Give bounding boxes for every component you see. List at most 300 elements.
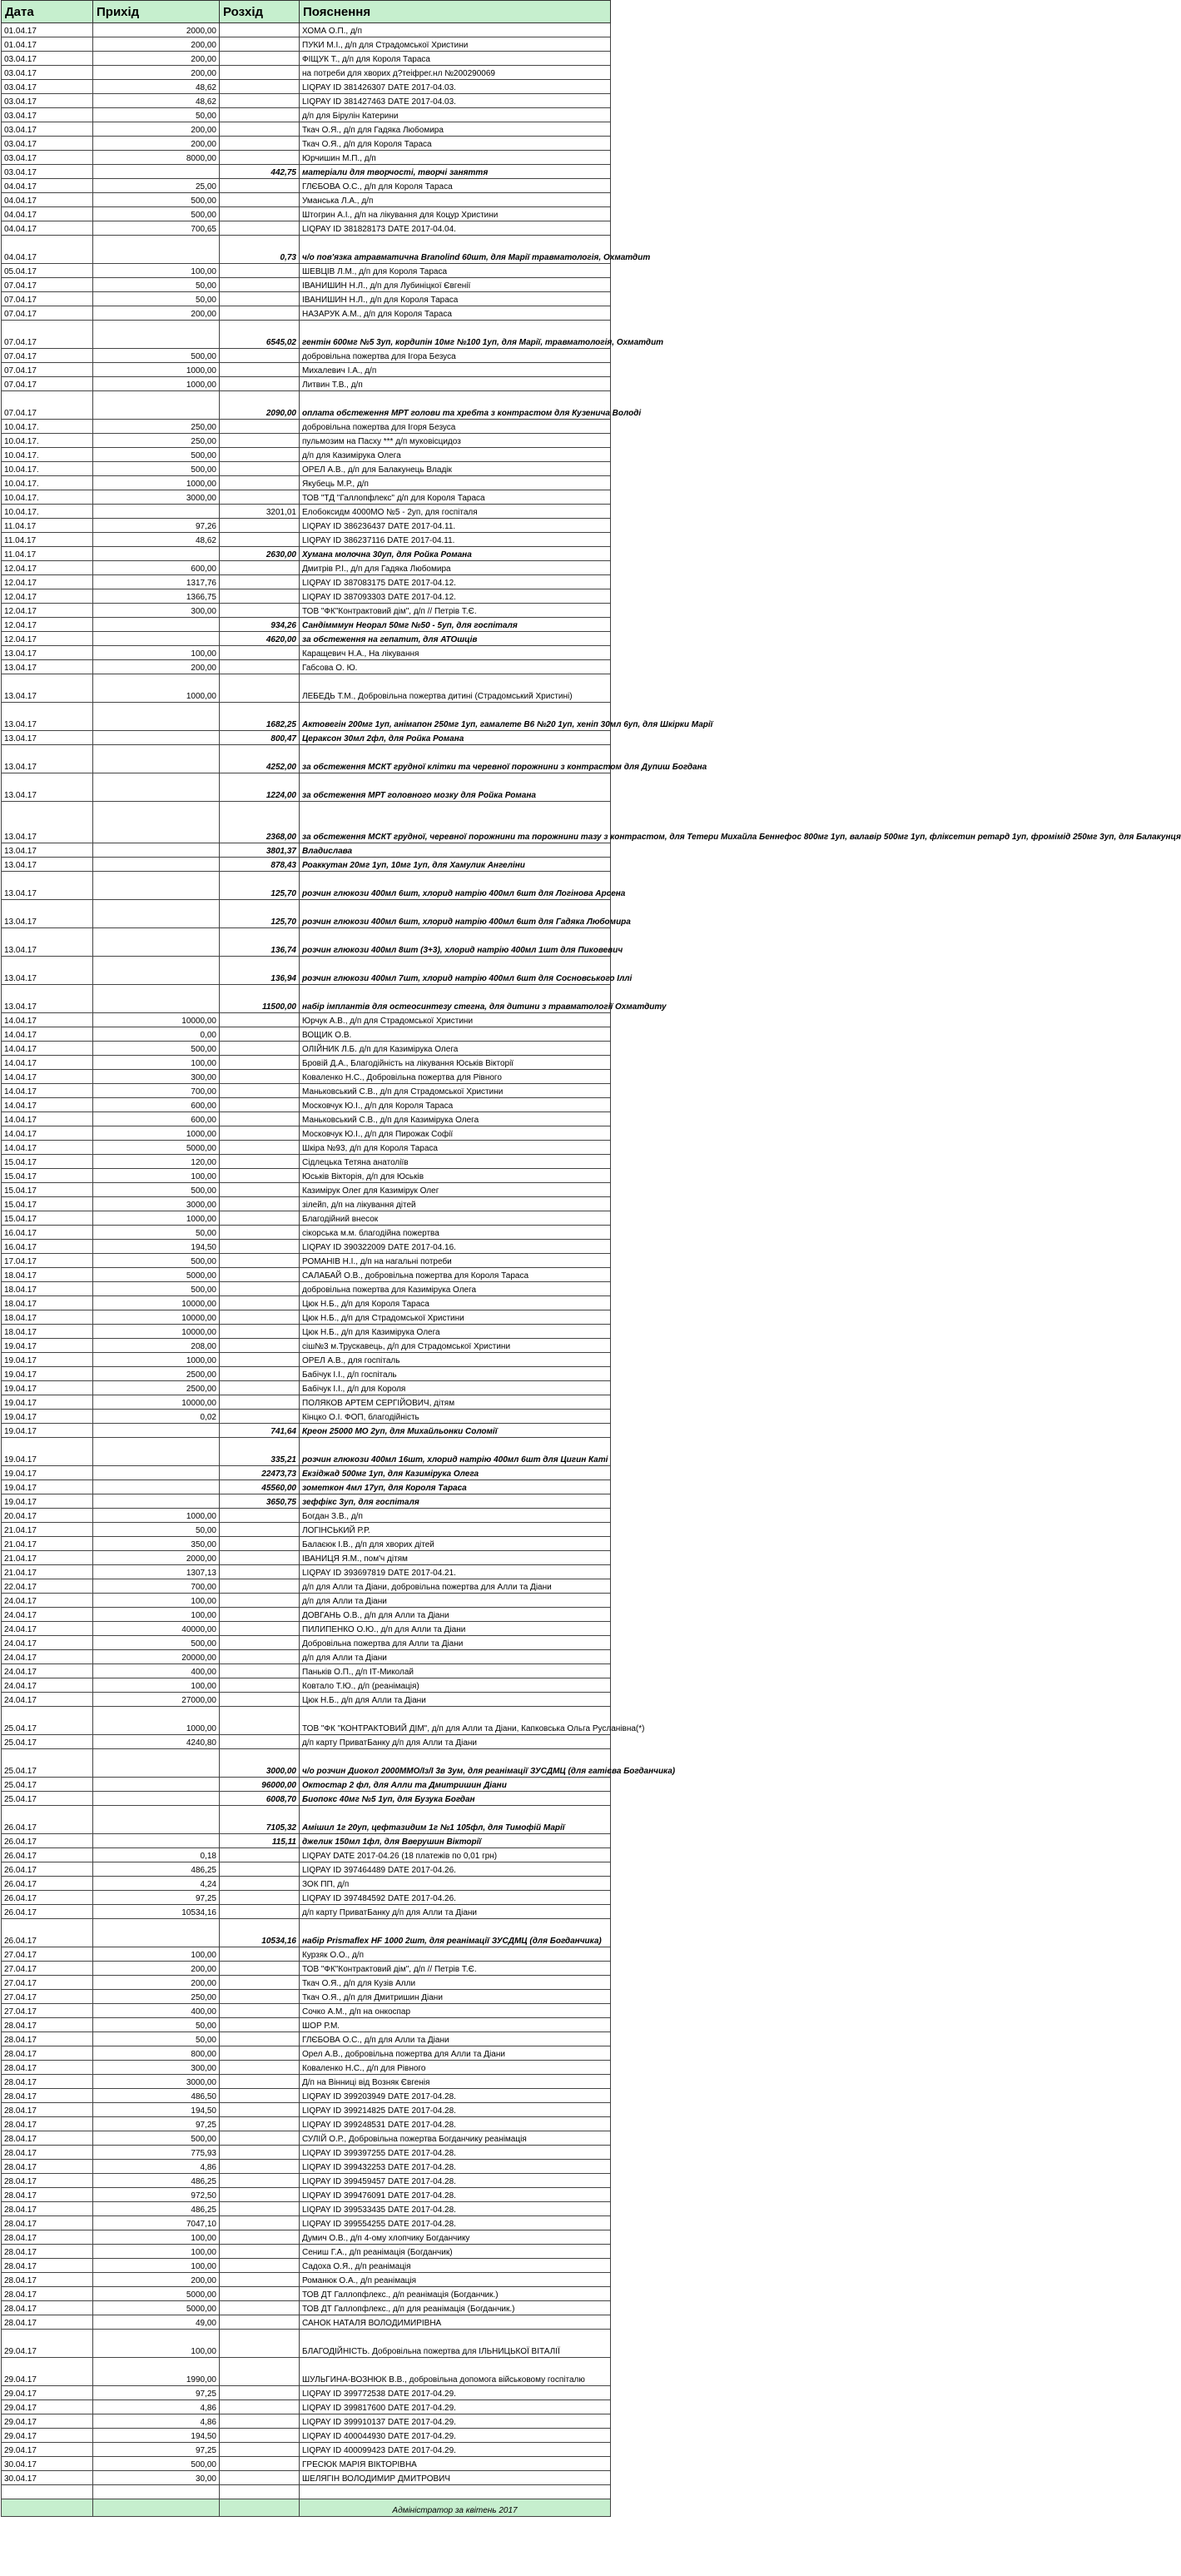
expense-cell [220, 292, 300, 306]
income-cell: 200,00 [93, 660, 220, 674]
description-cell: зілейп, д/п на лікування дітей [300, 1197, 611, 1211]
date-cell: 29.04.17 [2, 2414, 93, 2429]
date-cell: 14.04.17 [2, 1056, 93, 1070]
income-cell: 50,00 [93, 2032, 220, 2046]
income-cell [93, 872, 220, 900]
income-cell: 486,25 [93, 2174, 220, 2188]
description-cell: сікорська м.м. благодійна пожертва [300, 1226, 611, 1240]
table-row [2, 264, 611, 278]
income-cell: 10534,16 [93, 1905, 220, 1919]
income-cell: 1000,00 [93, 476, 220, 490]
description-cell: LIQPAY ID 399476091 DATE 2017-04.28. [300, 2188, 611, 2202]
expense-cell [220, 1664, 300, 1678]
table-row [2, 2485, 611, 2499]
income-cell: 1000,00 [93, 1211, 220, 1226]
expense-cell [220, 193, 300, 207]
description-cell: Юськів Вікторія, д/п для Юськів [300, 1169, 611, 1183]
expense-cell [220, 1268, 300, 1282]
income-cell [93, 547, 220, 561]
expense-cell [220, 2358, 300, 2386]
header-expense: Розхід [220, 1, 300, 23]
date-cell: 15.04.17 [2, 1169, 93, 1183]
income-cell: 50,00 [93, 1226, 220, 1240]
table-row [2, 151, 611, 165]
description-cell: добровільна пожертва для Ігоря Безуса [300, 420, 611, 434]
expense-cell [220, 1608, 300, 1622]
table-row [2, 1353, 611, 1367]
expense-cell [220, 1862, 300, 1877]
expense-cell [220, 674, 300, 703]
income-cell: 50,00 [93, 278, 220, 292]
description-cell: БЛАГОДІЙНІСТЬ. Добровільна пожертва для ІЛЬНИЦЬКОЇ ВІТАЛІЇ [300, 2330, 611, 2358]
table-row [2, 1339, 611, 1353]
date-cell: 03.04.17 [2, 122, 93, 137]
description-cell: ШЕЛЯГІН ВОЛОДИМИР ДМИТРОВИЧ [300, 2471, 611, 2485]
table-row [2, 2075, 611, 2089]
description-cell: Московчук Ю.І., д/п для Пирожак Софії [300, 1126, 611, 1141]
table-row [2, 434, 611, 448]
description-cell: ОРЕЛ А.В., д/п для Балакунець Владік [300, 462, 611, 476]
expense-cell [220, 1990, 300, 2004]
expense-cell [220, 2061, 300, 2075]
table-row [2, 137, 611, 151]
date-cell: 13.04.17 [2, 843, 93, 858]
table-row [2, 561, 611, 575]
expense-cell [220, 490, 300, 505]
date-cell: 28.04.17 [2, 2061, 93, 2075]
table-row [2, 1919, 611, 1947]
income-cell: 194,50 [93, 2103, 220, 2117]
expense-cell [220, 2146, 300, 2160]
description-cell: LIQPAY ID 400044930 DATE 2017-04.29. [300, 2429, 611, 2443]
table-row [2, 2386, 611, 2400]
date-cell: 29.04.17 [2, 2330, 93, 2358]
date-cell: 28.04.17 [2, 2259, 93, 2273]
expense-cell: 45560,00 [220, 1480, 300, 1494]
footer-note: Адміністратор за квітень 2017 [300, 2499, 611, 2517]
income-cell: 97,25 [93, 2386, 220, 2400]
description-cell: оплата обстеження МРТ голови та хребта з контрастом для Кузенича Володі [300, 391, 611, 420]
income-cell: 700,00 [93, 1084, 220, 1098]
expense-cell [220, 1905, 300, 1919]
expense-cell [220, 2230, 300, 2245]
description-cell: д/п для Алли та Діани, добровільна пожертва для Алли та Діани [300, 1579, 611, 1594]
date-cell: 22.04.17 [2, 1579, 93, 1594]
table-row [2, 843, 611, 858]
income-cell: 100,00 [93, 2230, 220, 2245]
description-cell: САЛАБАЙ О.В., добровільна пожертва для Короля Тараса [300, 1268, 611, 1282]
expense-cell [220, 1141, 300, 1155]
table-row [2, 2414, 611, 2429]
date-cell: 10.04.17. [2, 448, 93, 462]
table-row [2, 1027, 611, 1042]
expense-cell [220, 2443, 300, 2457]
date-cell: 25.04.17 [2, 1735, 93, 1749]
date-cell: 28.04.17 [2, 2273, 93, 2287]
income-cell [93, 1834, 220, 1848]
expense-cell [220, 1013, 300, 1027]
description-cell: за обстеження МСКТ грудної клітки та черевної порожнини з контрастом для Дупиш Богдана [300, 745, 611, 773]
expense-cell: 3650,75 [220, 1494, 300, 1509]
expense-cell [220, 1381, 300, 1395]
income-cell: 600,00 [93, 561, 220, 575]
date-cell: 13.04.17 [2, 900, 93, 928]
income-cell: 4,86 [93, 2160, 220, 2174]
description-cell: гентін 600мг №5 3уп, кордипін 10мг №100 1уп, для Марії, травматологія, Охматдит [300, 321, 611, 349]
expense-cell [220, 80, 300, 94]
description-cell: LIQPAY ID 381426307 DATE 2017-04.03. [300, 80, 611, 94]
description-cell: Сідлецька Тетяна анатоліїв [300, 1155, 611, 1169]
date-cell: 13.04.17 [2, 872, 93, 900]
income-cell: 48,62 [93, 533, 220, 547]
date-cell: 29.04.17 [2, 2386, 93, 2400]
table-row [2, 1098, 611, 1112]
date-cell: 04.04.17 [2, 221, 93, 236]
date-cell: 28.04.17 [2, 2032, 93, 2046]
table-row [2, 1962, 611, 1976]
date-cell: 03.04.17 [2, 66, 93, 80]
income-cell [93, 1792, 220, 1806]
income-cell [93, 236, 220, 264]
date-cell: 03.04.17 [2, 137, 93, 151]
table-row [2, 2400, 611, 2414]
date-cell: 27.04.17 [2, 2004, 93, 2018]
description-cell: д/п карту ПриватБанку д/п для Алли та Діани [300, 1905, 611, 1919]
date-cell: 20.04.17 [2, 1509, 93, 1523]
table-row [2, 1579, 611, 1594]
description-cell: ШУЛЬГИНА-ВОЗНЮК В.В., добровільна допомога військовому госпіталю [300, 2358, 611, 2386]
description-cell: за обстеження МСКТ грудної, черевної порожнини та порожнини тазу з контрастом, для Тетери Михайла Беннефос 800мг 1уп, валавір 500мг 1уп, фліксетин ретард 1уп, фромімід 250мг 3уп, для Балакунця [300, 802, 611, 843]
description-cell: Маньковський С.В., д/п для Страдомської Христини [300, 1084, 611, 1098]
expense-cell: 2090,00 [220, 391, 300, 420]
table-row [2, 1976, 611, 1990]
date-cell: 19.04.17 [2, 1438, 93, 1466]
description-cell: LIQPAY ID 399214825 DATE 2017-04.28. [300, 2103, 611, 2117]
expense-cell [220, 2046, 300, 2061]
income-cell: 20000,00 [93, 1650, 220, 1664]
table-row [2, 1990, 611, 2004]
date-cell: 26.04.17 [2, 1905, 93, 1919]
expense-cell: 4620,00 [220, 632, 300, 646]
income-cell: 7047,10 [93, 2216, 220, 2230]
description-cell: LIQPAY ID 399533435 DATE 2017-04.28. [300, 2202, 611, 2216]
income-cell: 97,26 [93, 519, 220, 533]
description-cell: ПОЛЯКОВ АРТЕМ СЕРГІЙОВИЧ, дітям [300, 1395, 611, 1410]
income-cell [93, 802, 220, 843]
expense-cell [220, 1636, 300, 1650]
table-row [2, 2117, 611, 2131]
date-cell: 28.04.17 [2, 2103, 93, 2117]
date-cell: 28.04.17 [2, 2301, 93, 2315]
description-cell: LIQPAY ID 399248531 DATE 2017-04.28. [300, 2117, 611, 2131]
expense-cell: 6545,02 [220, 321, 300, 349]
date-cell: 26.04.17 [2, 1862, 93, 1877]
table-row [2, 1169, 611, 1183]
table-row [2, 1947, 611, 1962]
expense-cell: 335,21 [220, 1438, 300, 1466]
description-cell: ІВАНИЦЯ Я.М., пом'ч дітям [300, 1551, 611, 1565]
description-cell: LIQPAY ID 397464489 DATE 2017-04.26. [300, 1862, 611, 1877]
table-row [2, 108, 611, 122]
income-cell [93, 1494, 220, 1509]
expense-cell [220, 561, 300, 575]
table-row [2, 2216, 611, 2230]
table-row [2, 165, 611, 179]
description-cell: Хумана молочна 30уп, для Ройка Романа [300, 547, 611, 561]
table-row [2, 476, 611, 490]
description-cell: ШЕВЦІВ Л.М., д/п для Короля Тараса [300, 264, 611, 278]
expense-cell [220, 434, 300, 448]
table-row [2, 2089, 611, 2103]
description-cell: Ткач О.Я., д/п для Кузів Алли [300, 1976, 611, 1990]
income-cell: 10000,00 [93, 1296, 220, 1310]
expense-cell [220, 363, 300, 377]
date-cell [2, 2485, 93, 2499]
description-cell: ГРЕСЮК МАРІЯ ВІКТОРІВНА [300, 2457, 611, 2471]
description-cell: LIQPAY DATE 2017-04.26 (18 платежів по 0,01 грн) [300, 1848, 611, 1862]
header-income: Прихід [93, 1, 220, 23]
description-cell: Юрчук А.В., д/п для Страдомської Христини [300, 1013, 611, 1027]
expense-cell: 1224,00 [220, 773, 300, 802]
date-cell: 28.04.17 [2, 2018, 93, 2032]
income-cell: 500,00 [93, 448, 220, 462]
description-cell: добровільна пожертва для Ігора Безуса [300, 349, 611, 363]
income-cell: 49,00 [93, 2315, 220, 2330]
description-cell: Сочко А.М., д/п на онкоспар [300, 2004, 611, 2018]
expense-cell [220, 1367, 300, 1381]
income-cell: 500,00 [93, 349, 220, 363]
description-cell: сіш№3 м.Трускавець, д/п для Страдомської Христини [300, 1339, 611, 1353]
expense-cell: 136,74 [220, 928, 300, 957]
table-row [2, 1141, 611, 1155]
table-row [2, 1693, 611, 1707]
date-cell: 14.04.17 [2, 1112, 93, 1126]
date-cell: 03.04.17 [2, 80, 93, 94]
description-cell: розчин глюкози 400мл 16шт, хлорид натрію 400мл 6шт для Цигин Каті [300, 1438, 611, 1466]
date-cell: 05.04.17 [2, 264, 93, 278]
expense-cell [220, 2287, 300, 2301]
income-cell [93, 1778, 220, 1792]
table-row [2, 349, 611, 363]
expense-cell [220, 137, 300, 151]
expense-cell [220, 420, 300, 434]
expense-cell [220, 2400, 300, 2414]
income-cell [93, 928, 220, 957]
description-cell: ГЛЄБОВА О.С., д/п для Алли та Діани [300, 2032, 611, 2046]
expense-cell: 115,11 [220, 1834, 300, 1848]
date-cell: 28.04.17 [2, 2117, 93, 2131]
expense-cell [220, 1891, 300, 1905]
date-cell: 28.04.17 [2, 2089, 93, 2103]
income-cell: 100,00 [93, 646, 220, 660]
description-cell: д/п для Алли та Діани [300, 1650, 611, 1664]
expense-cell [220, 1169, 300, 1183]
income-cell: 2000,00 [93, 23, 220, 37]
income-cell: 3000,00 [93, 490, 220, 505]
description-cell: Цюк Н.Б., д/п для Короля Тараса [300, 1296, 611, 1310]
income-cell: 500,00 [93, 207, 220, 221]
income-cell: 100,00 [93, 2330, 220, 2358]
income-cell [93, 745, 220, 773]
income-cell: 48,62 [93, 94, 220, 108]
table-row [2, 490, 611, 505]
income-cell [93, 858, 220, 872]
income-cell [93, 985, 220, 1013]
expense-cell [220, 2174, 300, 2188]
income-cell: 100,00 [93, 1608, 220, 1622]
description-cell: набір Prismaflex НF 1000 2шт, для реанімації ЗУСДМЦ (для Богданчика) [300, 1919, 611, 1947]
expense-cell [220, 2273, 300, 2287]
header-date: Дата [2, 1, 93, 23]
table-row [2, 1466, 611, 1480]
date-cell: 19.04.17 [2, 1410, 93, 1424]
income-cell: 200,00 [93, 1976, 220, 1990]
date-cell: 19.04.17 [2, 1480, 93, 1494]
table-row [2, 1254, 611, 1268]
expense-cell [220, 2216, 300, 2230]
table-row [2, 2330, 611, 2358]
income-cell [93, 321, 220, 349]
table-row [2, 547, 611, 561]
expense-cell: 1682,25 [220, 703, 300, 731]
date-cell: 12.04.17 [2, 575, 93, 589]
description-cell: ФІЩУК Т., д/п для Короля Тараса [300, 52, 611, 66]
description-cell: ТОВ "ФК"Контрактовий дім", д/п // Петрів Т.Є. [300, 1962, 611, 1976]
date-cell: 03.04.17 [2, 151, 93, 165]
table-row [2, 2443, 611, 2457]
expense-cell: 10534,16 [220, 1919, 300, 1947]
income-cell: 5000,00 [93, 1268, 220, 1282]
table-row [2, 505, 611, 519]
date-cell: 03.04.17 [2, 108, 93, 122]
expense-cell [220, 108, 300, 122]
expense-cell: 878,43 [220, 858, 300, 872]
table-row [2, 207, 611, 221]
income-cell: 2500,00 [93, 1367, 220, 1381]
description-cell: ШОР Р.М. [300, 2018, 611, 2032]
description-cell: набір імплантів для остеосинтезу стегна, для дитини з травматології Охматдиту [300, 985, 611, 1013]
expense-cell [220, 1594, 300, 1608]
expense-cell [220, 1282, 300, 1296]
date-cell: 10.04.17. [2, 420, 93, 434]
table-row [2, 646, 611, 660]
description-cell: НАЗАРУК А.М., д/п для Короля Тараса [300, 306, 611, 321]
date-cell: 07.04.17 [2, 292, 93, 306]
expense-cell [220, 1707, 300, 1735]
income-cell: 200,00 [93, 52, 220, 66]
table-row [2, 519, 611, 533]
date-cell: 25.04.17 [2, 1778, 93, 1792]
description-cell: LIQPAY ID 381828173 DATE 2017-04.04. [300, 221, 611, 236]
table-row [2, 928, 611, 957]
income-cell: 100,00 [93, 1678, 220, 1693]
description-cell: ч/о пов'язка атравматична Branolind 60шт, для Марії травматологія, Охматдит [300, 236, 611, 264]
income-cell: 100,00 [93, 1594, 220, 1608]
income-cell [93, 1806, 220, 1834]
table-row [2, 1424, 611, 1438]
description-cell: зометкон 4мл 17уп, для Короля Тараса [300, 1480, 611, 1494]
description-cell: Юрчишин М.П., д/п [300, 151, 611, 165]
expense-cell: 96000,00 [220, 1778, 300, 1792]
expense-cell [220, 151, 300, 165]
date-cell: 13.04.17 [2, 646, 93, 660]
description-cell: Маньковський С.В., д/п для Казимірука Олега [300, 1112, 611, 1126]
income-cell: 200,00 [93, 66, 220, 80]
income-cell: 200,00 [93, 37, 220, 52]
expense-cell [220, 575, 300, 589]
table-row [2, 1084, 611, 1098]
date-cell: 18.04.17 [2, 1296, 93, 1310]
description-cell: Паньків О.П., д/п ІТ-Миколай [300, 1664, 611, 1678]
date-cell: 30.04.17 [2, 2457, 93, 2471]
expense-cell [220, 1947, 300, 1962]
expense-cell: 741,64 [220, 1424, 300, 1438]
income-cell: 100,00 [93, 1169, 220, 1183]
date-cell: 19.04.17 [2, 1367, 93, 1381]
income-cell: 30,00 [93, 2471, 220, 2485]
expense-cell: 2368,00 [220, 802, 300, 843]
date-cell: 14.04.17 [2, 1042, 93, 1056]
income-cell: 800,00 [93, 2046, 220, 2061]
table-row [2, 1678, 611, 1693]
description-cell: Благодійний внесок [300, 1211, 611, 1226]
table-row [2, 37, 611, 52]
income-cell: 10000,00 [93, 1013, 220, 1027]
income-cell: 500,00 [93, 2131, 220, 2146]
date-cell: 13.04.17 [2, 957, 93, 985]
table-row [2, 1523, 611, 1537]
income-cell: 0,02 [93, 1410, 220, 1424]
date-cell: 28.04.17 [2, 2245, 93, 2259]
table-row [2, 1282, 611, 1296]
table-row [2, 1565, 611, 1579]
table-row [2, 1310, 611, 1325]
date-cell: 24.04.17 [2, 1678, 93, 1693]
description-cell: Ткач О.Я., д/п для Гадяка Любомира [300, 122, 611, 137]
date-cell: 19.04.17 [2, 1381, 93, 1395]
date-cell: 07.04.17 [2, 349, 93, 363]
date-cell: 01.04.17 [2, 37, 93, 52]
income-cell: 250,00 [93, 1990, 220, 2004]
description-cell: LIQPAY ID 381427463 DATE 2017-04.03. [300, 94, 611, 108]
description-cell: LIQPAY ID 386237116 DATE 2017-04.11. [300, 533, 611, 547]
description-cell: Цюк Н.Б., д/п для Казимірука Олега [300, 1325, 611, 1339]
date-cell: 21.04.17 [2, 1551, 93, 1565]
expense-cell: 442,75 [220, 165, 300, 179]
expense-cell [220, 519, 300, 533]
date-cell: 28.04.17 [2, 2202, 93, 2216]
description-cell: д/п для Алли та Діани [300, 1594, 611, 1608]
description-cell: Богдан З.В., д/п [300, 1509, 611, 1523]
table-row [2, 2188, 611, 2202]
table-row [2, 745, 611, 773]
date-cell: 18.04.17 [2, 1325, 93, 1339]
expense-cell [220, 306, 300, 321]
date-cell: 12.04.17 [2, 618, 93, 632]
income-cell: 250,00 [93, 420, 220, 434]
income-cell [93, 2485, 220, 2499]
table-row [2, 1211, 611, 1226]
description-cell: ІВАНИШИН Н.Л., д/п для Короля Тараса [300, 292, 611, 306]
income-cell: 1366,75 [93, 589, 220, 604]
expense-cell [220, 462, 300, 476]
ledger-footer [2, 2499, 611, 2517]
expense-cell [220, 23, 300, 37]
table-row [2, 2429, 611, 2443]
date-cell: 17.04.17 [2, 1254, 93, 1268]
income-cell: 100,00 [93, 1947, 220, 1962]
date-cell: 19.04.17 [2, 1395, 93, 1410]
